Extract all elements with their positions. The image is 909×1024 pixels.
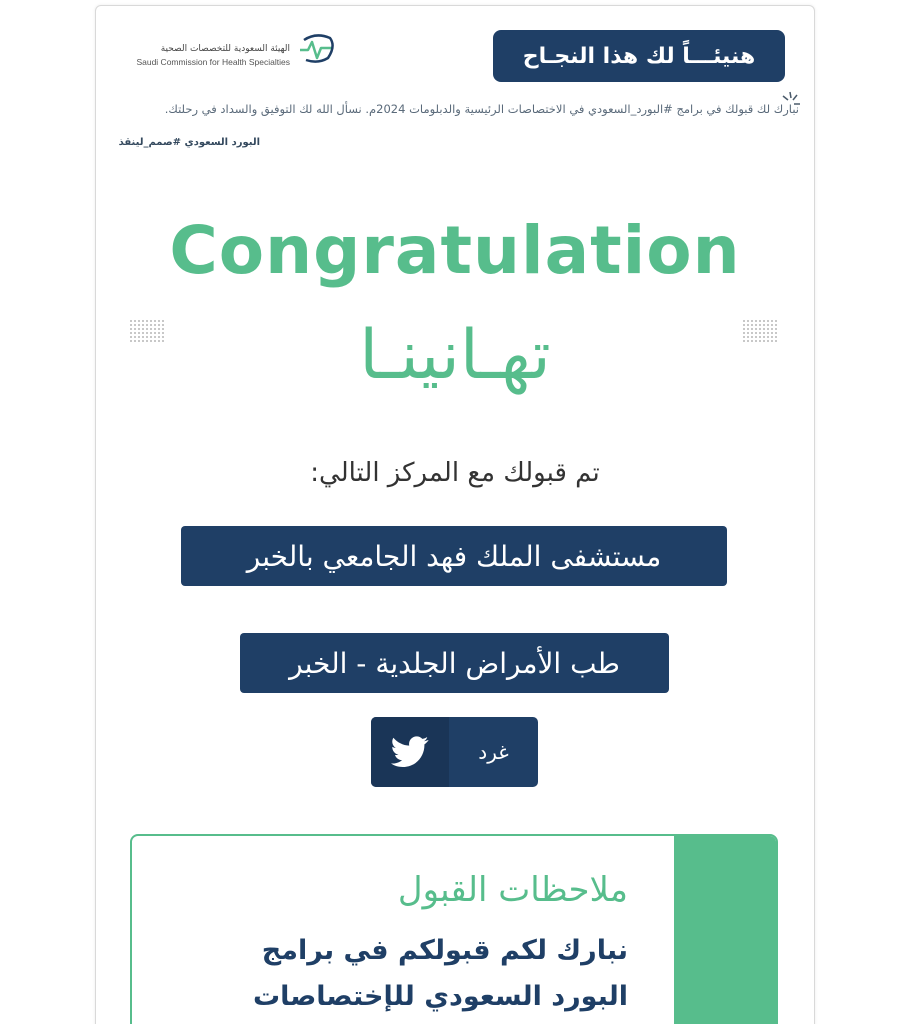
tweet-button-label: غرد (478, 740, 509, 764)
acceptance-notes-panel (130, 834, 778, 1024)
accepted-center-label: تم قبولك مع المركز التالي: (310, 458, 600, 488)
logo-arabic-text: الهيئة السعودية للتخصصات الصحية (160, 44, 290, 54)
notes-body (188, 928, 628, 1020)
notes-accent-bar (674, 836, 776, 1024)
congratulation-title: Congratulation (169, 212, 741, 289)
twitter-icon-box (371, 717, 449, 787)
hashtag-tagline: البورد السعودي #صمم_لينقذ (118, 137, 260, 148)
scfhs-logo-icon (294, 32, 338, 66)
specialty-badge: طب الأمراض الجلدية - الخبر (240, 633, 669, 693)
congrats-message: نبارك لك قبولك في برامج #البورد_السعودي في الاختصاصات الرئيسية والدبلومات 2024م. نسأل الله لك التوفيق والسداد في رحلتك. (164, 102, 799, 116)
notes-body-line: البورد السعودي للإختصاصات (252, 981, 628, 1012)
notes-body-line: نبارك لكم قبولكم في برامج (261, 935, 628, 966)
accepted-center-badge: مستشفى الملك فهد الجامعي بالخبر (181, 526, 727, 586)
scfhs-logo (138, 30, 338, 70)
tweet-button[interactable] (371, 717, 538, 787)
success-badge: هنيئـــاً لك هذا النجـاح (493, 30, 785, 82)
congratulation-title-arabic: تهـانينـا (359, 316, 551, 395)
notes-title: ملاحظات القبول (397, 870, 628, 910)
twitter-icon (391, 736, 429, 768)
logo-english-text: Saudi Commission for Health Specialties (136, 57, 290, 67)
